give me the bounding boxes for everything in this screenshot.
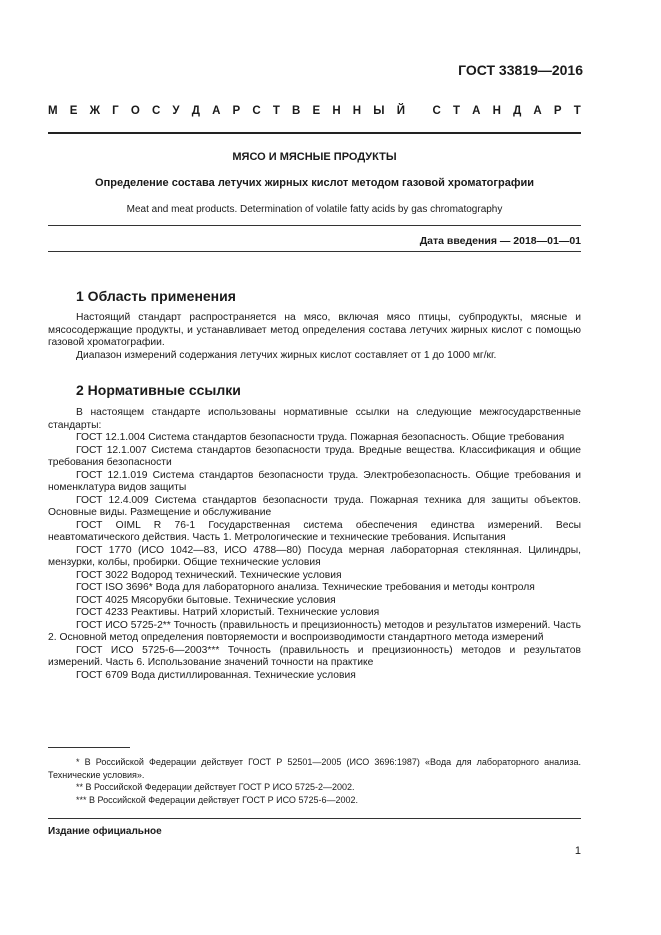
- reference-item: ГОСТ 3022 Водород технический. Технические условия: [76, 569, 342, 581]
- reference-item: ГОСТ 12.1.019 Система стандартов безопасности труда. Электробезопасность. Общие требования и номенклатура видов защиты: [48, 469, 581, 493]
- paragraph: Диапазон измерений содержания летучих жирных кислот составляет от 1 до 1000 мг/кг.: [76, 349, 497, 361]
- section-1-body: [48, 312, 581, 362]
- banner-letter: Ж: [89, 105, 100, 117]
- introduction-date: Дата введения — 2018—01—01: [419, 235, 581, 247]
- banner-letter: С: [252, 105, 261, 117]
- banner-letter: Н: [492, 105, 501, 117]
- banner-letter: Д: [513, 105, 522, 117]
- banner-letter: А: [212, 105, 221, 117]
- banner-letter: Н: [352, 105, 362, 117]
- banner-letter: [417, 105, 420, 117]
- footnote: *** В Российской Федерации действует ГОСТ Р ИСО 5725-6—2002.: [76, 794, 358, 805]
- reference-item: ГОСТ 12.1.004 Система стандартов безопасности труда. Пожарная безопасность. Общие требования: [76, 432, 565, 443]
- reference-item: ГОСТ ИСО 5725-2** Точность (правильность и прецизионность) методов и результатов измерений. Часть 2. Основной метод определения повторяемости и воспроизводимости стандартного метода измерений: [48, 619, 581, 643]
- banner-letter: А: [533, 105, 542, 117]
- banner-letter: Т: [573, 105, 581, 117]
- banner-letter: М: [48, 105, 58, 117]
- reference-item: ГОСТ 1770 (ИСО 1042—83, ИСО 4788—80) Посуда мерная лабораторная стеклянная. Цилиндры, мензурки, колбы, пробирки. Общие технические условия: [48, 544, 581, 568]
- document-title: МЯСО И МЯСНЫЕ ПРОДУКТЫ: [232, 151, 397, 163]
- reference-item: ГОСТ 12.4.009 Система стандартов безопасности труда. Пожарная техника для защиты объектов. Основные виды. Размещение и обслуживание: [48, 494, 581, 518]
- page-number: 1: [574, 845, 581, 857]
- banner-letter: Ы: [373, 105, 385, 117]
- title-divider-top: [48, 225, 581, 226]
- banner-letter: В: [292, 105, 301, 117]
- footnote-divider: [48, 747, 130, 748]
- paragraph: В настоящем стандарте использованы нормативные ссылки на следующие межгосударственные стандарты:: [48, 407, 581, 431]
- title-divider-bottom: [48, 251, 581, 252]
- reference-item: ГОСТ OIML R 76-1 Государственная система обеспечения единства измерений. Весы неавтоматического действия. Часть 1. Метрологические и технические требования. Испытания: [48, 519, 581, 543]
- interstate-standard-banner: [48, 105, 581, 117]
- banner-letter: У: [172, 105, 180, 117]
- banner-letter: А: [472, 105, 481, 117]
- banner-letter: Р: [553, 105, 562, 117]
- banner-letter: Е: [312, 105, 321, 117]
- banner-letter: Т: [452, 105, 460, 117]
- reference-item: ГОСТ 4025 Мясорубки бытовые. Технические условия: [76, 594, 336, 606]
- banner-letter: Д: [191, 105, 200, 117]
- reference-item: ГОСТ 12.1.007 Система стандартов безопасности труда. Вредные вещества. Классификация и общие требования безопасности: [48, 444, 581, 468]
- document-code: ГОСТ 33819—2016: [458, 62, 583, 78]
- section-2-heading: 2 Нормативные ссылки: [76, 382, 241, 398]
- reference-item: ГОСТ 6709 Вода дистиллированная. Технические условия: [76, 669, 356, 681]
- section-2-body: [48, 407, 581, 682]
- footnote: * В Российской Федерации действует ГОСТ Р 52501—2005 (ИСО 3696:1987) «Вода для лабораторного анализа. Технические условия».: [48, 757, 581, 780]
- footer-divider: [48, 818, 581, 819]
- banner-letter: О: [130, 105, 140, 117]
- banner-letter: Р: [232, 105, 241, 117]
- banner-letter: Е: [69, 105, 78, 117]
- footnote: ** В Российской Федерации действует ГОСТ Р ИСО 5725-2—2002.: [76, 782, 355, 792]
- banner-letter: Н: [332, 105, 341, 117]
- banner-letter: С: [432, 105, 441, 117]
- banner-letter: Г: [112, 105, 119, 117]
- official-edition-label: Издание официальное: [48, 826, 162, 837]
- reference-item: ГОСТ ИСО 5725-6—2003*** Точность (правильность и прецизионность) методов и результатов измерений. Часть 6. Использование значений точности на практике: [48, 644, 581, 668]
- document-title-english: Meat and meat products. Determination of volatile fatty acids by gas chromatography: [126, 204, 503, 215]
- banner-letter: Т: [272, 105, 280, 117]
- paragraph: Настоящий стандарт распространяется на мясо, включая мясо птицы, субпродукты, мясные и мясосодержащие продукты, и устанавливает метод определения состава летучих жирных кислот с помощью газовой хроматографии.: [48, 312, 581, 348]
- footnotes: [48, 756, 581, 806]
- document-subtitle: Определение состава летучих жирных кислот методом газовой хроматографии: [95, 177, 534, 189]
- header-divider: [48, 132, 581, 134]
- banner-letter: С: [151, 105, 161, 117]
- reference-item: ГОСТ ISO 3696* Вода для лабораторного анализа. Технические требования и методы контроля: [76, 582, 535, 593]
- banner-letter: Й: [396, 105, 405, 117]
- reference-item: ГОСТ 4233 Реактивы. Натрий хлористый. Технические условия: [76, 607, 380, 618]
- section-1-heading: 1 Область применения: [76, 288, 236, 304]
